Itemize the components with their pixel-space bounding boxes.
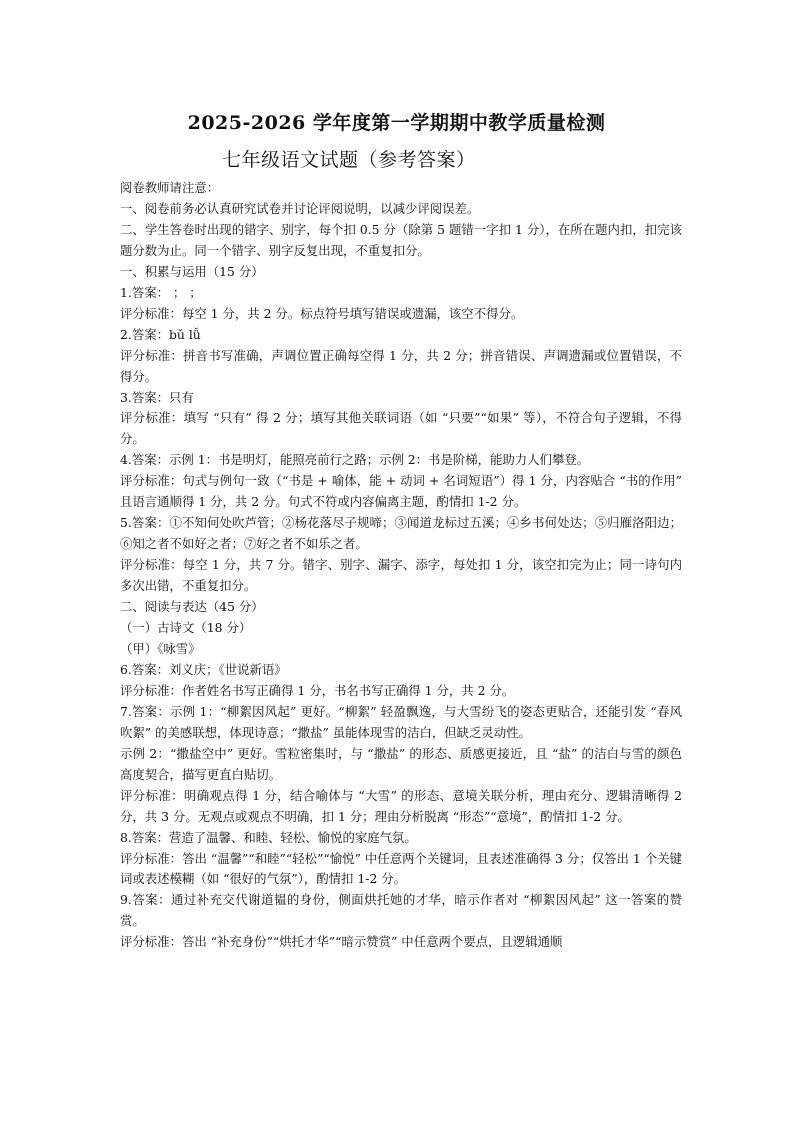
- section-heading-1: 一、积累与运用（15 分）: [120, 263, 264, 279]
- notice-heading: 阅卷教师请注意：: [120, 180, 220, 195]
- q8-answer: 8.答案：营造了温馨、和睦、轻松、愉悦的家庭气氛。: [120, 829, 417, 845]
- q1-answer: 1.答案： ； ；: [120, 284, 202, 300]
- notice-item-2: 二、学生答卷时出现的错字、别字，每个扣 0.5 分（除第 5 题错一字扣 1 分），在所在题内扣，扣完该题分数为止。同一个错字、别字反复出现，不重复扣分。: [120, 221, 682, 258]
- document-title: 2025-2026 学年度第一学期期中教学质量检测: [187, 112, 606, 134]
- q4-scoring: 评分标准：句式与例句一致（“书是 + 喻体，能 + 动词 + 名词短语”）得 1 分，内容贴合 “书的作用” 且语言通顺得 1 分，共 2 分。句式不符或内容偏离主题，酌情扣 1-2 分。: [120, 473, 682, 510]
- q1-scoring: 评分标准：每空 1 分，共 2 分。标点符号填写错误或遗漏，该空不得分。: [120, 305, 524, 321]
- q9-answer: 9.答案：通过补充交代谢道韫的身份，侧面烘托她的才华，暗示作者对 “柳絮因风起” 这一答案的赞赏。: [120, 892, 682, 929]
- q4-answer: 4.答案：示例 1：书是明灯，能照亮前行之路；示例 2：书是阶梯，能助力人们攀登。: [120, 452, 590, 468]
- q5-answer: 5.答案：①不知何处吹芦管；②杨花落尽子规啼；③闻道龙标过五溪；④乡书何处达；⑤归雁洛阳边；⑥知之者不如好之者；⑦好之者不如乐之者。: [120, 515, 682, 552]
- subsection-heading: （一）古诗文（18 分）: [120, 620, 252, 636]
- q2-answer: 2.答案：bǔ lǚ: [120, 326, 201, 342]
- q6-scoring: 评分标准：作者姓名书写正确得 1 分，书名书写正确得 1 分，共 2 分。: [120, 682, 515, 698]
- q7-example-2: 示例 2：“撒盐空中” 更好。雪粒密集时，与 “撒盐” 的形态、质感更接近，且 “盐” 的洁白与雪的颜色高度契合，描写更直白贴切。: [120, 745, 682, 782]
- section-heading-2: 二、阅读与表达（45 分）: [120, 599, 264, 615]
- q7-answer: 7.答案：示例 1：“柳絮因风起” 更好。“柳絮” 轻盈飘逸，与大雪纷飞的姿态更贴合，还能引发 “春风吹絮” 的美感联想，体现诗意；“撒盐” 虽能体现雪的洁白，但缺乏灵动性。: [120, 703, 682, 740]
- passage-title: （甲）《咏雪》: [120, 640, 201, 656]
- q3-scoring: 评分标准：填写 “只有” 得 2 分；填写其他关联词语（如 “只要”“如果” 等），不符合句子逻辑，不得分。: [120, 410, 682, 447]
- q8-scoring: 评分标准：答出 “温馨”“和睦”“轻松”“愉悦” 中任意两个关键词，且表述准确得 3 分；仅答出 1 个关键词或表述模糊（如 “很好的气氛”），酌情扣 1-2 分。: [120, 850, 682, 887]
- answer-body: [120, 178, 682, 953]
- document-subtitle: 七年级语文试题（参考答案）: [222, 149, 476, 171]
- q7-scoring: 评分标准：明确观点得 1 分，结合喻体与 “大雪” 的形态、意境关联分析，理由充分、逻辑清晰得 2 分，共 3 分。无观点或观点不明确，扣 1 分；理由分析脱离 “形态”“意境”，酌情扣 1-2 分。: [120, 787, 682, 824]
- q2-scoring: 评分标准：拼音书写准确，声调位置正确每空得 1 分，共 2 分；拼音错误、声调遗漏或位置错误，不得分。: [120, 347, 682, 384]
- q3-answer: 3.答案：只有: [120, 389, 194, 405]
- q9-scoring: 评分标准：答出 “补充身份”“烘托才华”“暗示赞赏” 中任意两个要点，且逻辑通顺: [120, 934, 563, 950]
- q5-scoring: 评分标准：每空 1 分，共 7 分。错字、别字、漏字、添字，每处扣 1 分，该空扣完为止；同一诗句内多次出错，不重复扣分。: [120, 557, 682, 594]
- notice-item-1: 一、阅卷前务必认真研究试卷并讨论评阅说明，以减少评阅误差。: [120, 200, 480, 216]
- q6-answer: 6.答案：刘义庆；《世说新语》: [120, 661, 287, 677]
